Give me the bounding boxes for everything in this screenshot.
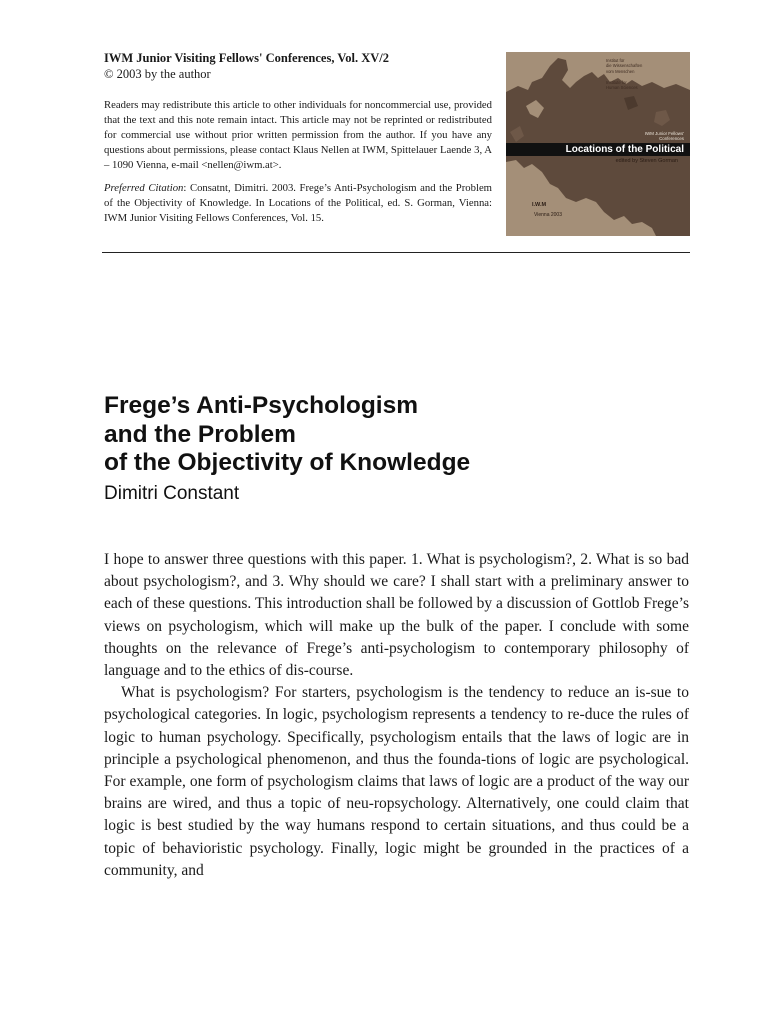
preferred-citation [104,181,492,226]
article-author: Dimitri Constant [104,482,240,504]
citation-text: : Consatnt, Dimitri. 2003. Frege’s Anti-Psychologism and the Problem of the Objectivity of Knowledge. In Locations of the Political, ed. S. Gorman, Vienna: IWM Junior Visiting Fellows Conferences, Vol. 15. [104,182,492,224]
article-title-line: of the Objectivity of Knowledge [104,449,471,476]
cover-editor: edited by Steven Gorman [615,158,678,164]
cover-title: Locations of the Political [565,144,684,155]
header-divider [102,252,690,253]
body-paragraph: I hope to answer three questions with this paper. 1. What is psychologism?, 2. What is so bad about psychologism?, and 3. Why should we care? I shall start with a preliminary answer to each of these questions. This introduction shall be followed by a discussion of Gottlob Frege’s views on psychologism, which will make up the bulk of the paper. I conclude with some thoughts on the relevance of Frege’s anti-psychologism to contemporary philosophy of language and to the ethics of dis-course. [104,551,689,680]
redistribution-notice: Readers may redistribute this article to other individuals for noncommercial use, provided that the text and this note remain intact. This article may not be reprinted or redistributed for commercial use without prior written permission from the author. If you have any questions about permissions, please contact Klaus Nellen at IWM, Spittelauer Laende 3, A – 1090 Vienna, e-mail <nellen@iwm.at>. [104,99,492,171]
cover-logo: I.W.M [532,202,547,208]
series-title: IWM Junior Visiting Fellows' Conferences, Vol. XV/2 [104,51,389,65]
article-title-line: Frege’s Anti-Psychologism [104,392,419,419]
cover-series: IWM Junior Fellows' Conferences [644,131,684,142]
article-body [104,549,689,882]
cover-institute: Institut für die Wissenschaften vom Menschen Institute for Human Sciences [606,58,643,91]
article-title-block [104,392,694,506]
citation-label: Preferred Citation [104,182,184,194]
article-title-line: and the Problem [104,420,296,448]
cover-title-band [506,143,690,156]
cover-place: Vienna 2003 [534,212,562,218]
copyright-notice: © 2003 by the author [104,67,211,81]
body-paragraph: What is psychologism? For starters, psychologism is the tendency to reduce an is-sue to psychological categories. In logic, psychologism represents a tendency to re-duce the rules of logic to human psychology. Specifically, psychologism entails that the laws of logic are in principle a psychological phenomenon, and thus the founda-tions of logic are psychological. For example, one form of psychologism claims that laws of logic are a product of the way our brains are wired, and thus a topic of neu-ropsychology. Alternatively, one could claim that logic is best studied by the way humans respond to certain situations, and thus could be a topic of behavioristic psychology. Finally, logic might be grounded in the practices of a community, and [104,684,689,879]
publication-header [104,50,492,226]
book-cover-image [506,52,690,236]
